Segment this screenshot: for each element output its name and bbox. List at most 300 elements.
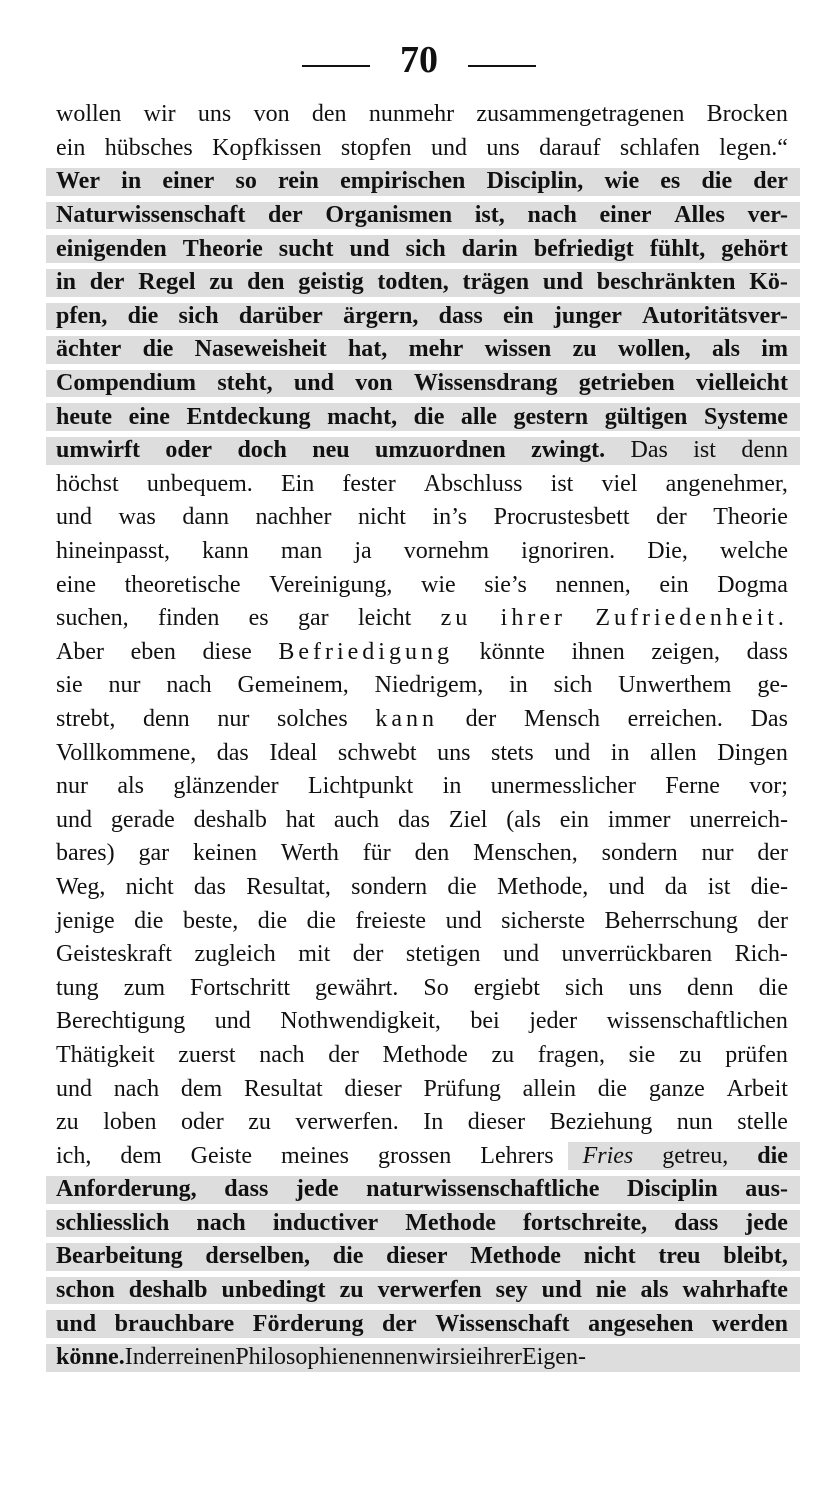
word: Prüfung — [423, 1075, 501, 1102]
word: zu — [678, 1041, 702, 1068]
word: geistig — [298, 269, 364, 296]
word: nunmehr — [368, 101, 455, 128]
word: aus- — [745, 1176, 788, 1203]
word: eben — [130, 638, 176, 665]
word: Eigen- — [521, 1344, 586, 1371]
word: angesehen — [588, 1310, 694, 1337]
word: Brocken — [706, 101, 788, 128]
word: wahrhafte — [682, 1277, 788, 1304]
word: tung — [56, 974, 99, 1001]
word: bleibt, — [723, 1243, 788, 1270]
word: jeder — [529, 1008, 578, 1035]
word: Wissenschaft — [435, 1310, 570, 1337]
text-line — [56, 971, 788, 1005]
word: das — [216, 739, 249, 766]
word: Weg, — [56, 873, 106, 900]
word: befriedigt — [533, 235, 634, 262]
word: der — [268, 202, 303, 229]
word: in — [610, 739, 630, 766]
word: nach — [166, 672, 212, 699]
word: ein — [559, 806, 590, 833]
word: meines — [280, 1142, 349, 1169]
word: In — [124, 1344, 145, 1371]
word: auch — [333, 806, 380, 833]
word: Theorie — [182, 235, 263, 262]
word: ignoriren. — [521, 538, 616, 565]
word: Geisteskraft — [56, 941, 172, 968]
word: und — [56, 504, 92, 531]
text-line — [56, 803, 788, 837]
word: Abschluss — [423, 470, 523, 497]
word: neu — [312, 437, 350, 464]
word: rein — [278, 168, 319, 195]
word: gestern — [513, 403, 589, 430]
word: Beherrschung — [604, 907, 738, 934]
word: einigenden — [56, 235, 167, 262]
word: hat, — [347, 336, 388, 363]
word: Ideal — [269, 739, 318, 766]
word: gewährt. — [315, 974, 399, 1001]
word: beschränkten — [596, 269, 736, 296]
word: nur — [108, 672, 141, 699]
word: welche — [720, 538, 788, 565]
body-text — [56, 98, 788, 1375]
word: stopfen — [340, 134, 412, 161]
word: fragen, — [537, 1041, 606, 1068]
word: sucht — [278, 235, 334, 262]
word: treu — [658, 1243, 701, 1270]
word: bares) — [56, 840, 115, 867]
text-line — [56, 434, 788, 468]
word: verwerfen — [377, 1277, 482, 1304]
word: umwirft — [56, 437, 140, 464]
word: beste, — [182, 907, 239, 934]
word: den — [247, 269, 285, 296]
word: Alles — [674, 202, 725, 229]
text-line — [56, 367, 788, 401]
word: die — [142, 336, 174, 363]
word: Dogma — [717, 571, 788, 598]
word: ein — [502, 302, 534, 329]
word: der — [465, 705, 497, 732]
word: dass — [674, 1209, 719, 1236]
word: unerreich- — [689, 806, 788, 833]
word: man — [280, 538, 323, 565]
text-line — [56, 669, 788, 703]
word: Das — [630, 437, 668, 464]
word: schliesslich — [56, 1209, 170, 1236]
word: zu — [440, 605, 472, 632]
word: naturwissenschaftliche — [366, 1176, 600, 1203]
word: Niedrigem, — [374, 672, 484, 699]
word: derselben, — [205, 1243, 311, 1270]
word: unbequem. — [146, 470, 253, 497]
word: die — [701, 168, 733, 195]
text-line — [56, 1341, 788, 1375]
word: Ein — [280, 470, 315, 497]
word: finden — [158, 605, 220, 632]
word: fester — [342, 470, 396, 497]
word: Compendium — [56, 370, 197, 397]
word: schwebt — [337, 739, 417, 766]
word: denn — [143, 705, 190, 732]
word: diese — [202, 638, 252, 665]
word: heute — [56, 403, 112, 430]
word: ja — [354, 538, 372, 565]
word: Thätigkeit — [56, 1041, 155, 1068]
word: Organismen — [325, 202, 453, 229]
text-line — [56, 871, 788, 905]
word: Resultat — [243, 1075, 323, 1102]
word: Kopfkissen — [212, 134, 322, 161]
word: in — [56, 269, 77, 296]
word: Fortschritt — [190, 974, 291, 1001]
word: zu — [209, 269, 234, 296]
word: sondern — [601, 840, 678, 867]
word: todten, — [377, 269, 449, 296]
word: steht, — [217, 370, 273, 397]
word: sie — [449, 1344, 477, 1371]
word: wollen — [56, 101, 122, 128]
word: Entdeckung — [186, 403, 311, 430]
text-line — [56, 904, 788, 938]
word: wissenschaftlichen — [606, 1008, 788, 1035]
word: die — [332, 1243, 364, 1270]
word: allein — [522, 1075, 576, 1102]
word: wie — [604, 168, 640, 195]
word: zu — [572, 336, 597, 363]
word: empirischen — [340, 168, 466, 195]
word: prüfen — [725, 1041, 788, 1068]
word: Vereinigung, — [269, 571, 393, 598]
word: zeigen, — [651, 638, 720, 665]
word: nur — [701, 840, 734, 867]
word: wir — [143, 101, 176, 128]
word: strebt, — [56, 705, 116, 732]
word: und — [541, 1277, 582, 1304]
word: Geiste — [190, 1142, 252, 1169]
word: einer — [162, 168, 215, 195]
word: eine — [128, 403, 170, 430]
word: und — [56, 1075, 92, 1102]
word: nicht — [125, 873, 174, 900]
word: zu — [248, 1109, 271, 1136]
word: nach — [259, 1041, 305, 1068]
word: Disciplin, — [486, 168, 584, 195]
word: von — [253, 101, 290, 128]
text-line — [56, 300, 788, 334]
word: der — [89, 269, 125, 296]
word: uns — [437, 739, 471, 766]
word: stetigen — [405, 941, 481, 968]
word: Philosophie — [235, 1344, 349, 1371]
text-line — [56, 568, 788, 602]
word: Resultat, — [246, 873, 331, 900]
word: mit — [298, 941, 331, 968]
word: dem — [120, 1142, 162, 1169]
word: Unwerthem — [618, 672, 732, 699]
word: Förderung — [252, 1310, 364, 1337]
word: und — [608, 873, 645, 900]
text-line — [56, 535, 788, 569]
text-line — [56, 938, 788, 972]
text-line — [56, 98, 788, 132]
word: wissen — [484, 336, 552, 363]
word: getrieben — [578, 370, 675, 397]
word: Gemeinem, — [237, 672, 349, 699]
word: In — [423, 1109, 444, 1136]
word: zwingt. — [531, 437, 606, 464]
text-line — [56, 132, 788, 166]
word: inductiver — [272, 1209, 379, 1236]
word: sie — [628, 1041, 656, 1068]
word: wie — [420, 571, 456, 598]
word: immer — [607, 806, 671, 833]
word: umzuordnen — [374, 437, 506, 464]
word: einer — [599, 202, 652, 229]
text-line — [56, 199, 788, 233]
word: Befriedigung — [278, 638, 453, 665]
text-line — [56, 165, 788, 199]
text-line — [56, 703, 788, 737]
word: nachher — [255, 504, 332, 531]
word: die — [134, 907, 164, 934]
text-line — [56, 770, 788, 804]
word: allen — [650, 739, 697, 766]
word: in — [442, 773, 462, 800]
word: und — [56, 806, 92, 833]
word: gültigen — [604, 403, 688, 430]
word: zu — [339, 1277, 364, 1304]
word: werden — [712, 1310, 788, 1337]
word: trägen — [462, 269, 530, 296]
word: und — [554, 739, 591, 766]
word: nach — [196, 1209, 246, 1236]
word: solches — [277, 705, 348, 732]
word: und — [349, 235, 390, 262]
text-line — [56, 1307, 788, 1341]
word: sicherste — [501, 907, 586, 934]
header-rule-left — [302, 65, 370, 67]
word: dass — [438, 302, 483, 329]
word: eine — [56, 571, 96, 598]
word: zu — [491, 1041, 515, 1068]
word: nur — [217, 705, 250, 732]
word: Lichtpunkt — [307, 773, 414, 800]
word: verwerfen. — [295, 1109, 399, 1136]
word: sie’s — [484, 571, 527, 598]
word: der — [753, 168, 788, 195]
word: zu — [56, 1109, 79, 1136]
word: Naseweisheit — [194, 336, 327, 363]
word: Rich- — [734, 941, 788, 968]
word: Autoritätsver- — [642, 302, 788, 329]
word: pfen, — [56, 302, 108, 329]
word: die — [758, 974, 788, 1001]
text-line — [56, 636, 788, 670]
word: Werth — [280, 840, 339, 867]
word: sich — [553, 672, 593, 699]
word: nach — [113, 1075, 160, 1102]
text-line — [56, 1240, 788, 1274]
word: den — [414, 840, 450, 867]
word: nie — [595, 1277, 627, 1304]
word: als — [117, 773, 145, 800]
word: Lehrers — [480, 1142, 554, 1169]
word: Aber — [56, 638, 104, 665]
word: höchst — [56, 470, 119, 497]
word: Die, — [647, 538, 688, 565]
word: in — [121, 168, 142, 195]
text-line — [56, 1274, 788, 1308]
text-line — [56, 1005, 788, 1039]
text-line — [56, 1173, 788, 1207]
word: grossen — [377, 1142, 452, 1169]
text-line — [56, 736, 788, 770]
word: gar — [138, 840, 170, 867]
word: Nothwendigkeit, — [280, 1008, 441, 1035]
word: dieser — [344, 1075, 402, 1102]
text-line — [56, 232, 788, 266]
word: und — [293, 370, 334, 397]
word: nicht — [357, 504, 406, 531]
word: hineinpasst, — [56, 538, 170, 565]
word: stets — [491, 739, 534, 766]
word: kann — [202, 538, 249, 565]
word: ge- — [757, 672, 788, 699]
word: ist — [693, 437, 716, 464]
word: unverrückbaren — [561, 941, 713, 968]
word: das — [193, 873, 226, 900]
word: Ferne — [665, 773, 720, 800]
word: ärgern, — [343, 302, 419, 329]
word: gar — [298, 605, 329, 632]
word: was — [118, 504, 156, 531]
word: jede — [295, 1176, 339, 1203]
word: ihrer — [500, 605, 566, 632]
word: als — [711, 336, 740, 363]
word: dass — [746, 638, 788, 665]
text-line — [56, 501, 788, 535]
word: ist, — [474, 202, 505, 229]
word: ein — [56, 134, 86, 161]
word: und — [542, 269, 583, 296]
word: und — [214, 1008, 251, 1035]
word: der — [144, 1344, 176, 1371]
word: von — [355, 370, 393, 397]
word: nennen, — [555, 571, 631, 598]
text-line — [56, 266, 788, 300]
word: oder — [181, 1109, 224, 1136]
word: deshalb — [193, 806, 267, 833]
word: unermesslicher — [490, 773, 636, 800]
word: suchen, — [56, 605, 129, 632]
word: ver- — [747, 202, 788, 229]
word: sie — [56, 672, 83, 699]
word: dem — [180, 1075, 223, 1102]
word: in — [509, 672, 528, 699]
word: den — [311, 101, 347, 128]
word: da — [664, 873, 688, 900]
word: sey — [495, 1277, 528, 1304]
word: (als — [506, 806, 541, 833]
word: ihnen — [571, 638, 625, 665]
word: zugleich — [194, 941, 276, 968]
word: sich — [178, 302, 219, 329]
text-line — [56, 1072, 788, 1106]
word: die — [597, 1075, 628, 1102]
word: zuerst — [178, 1041, 236, 1068]
word: stelle — [737, 1109, 788, 1136]
word: ächter — [56, 336, 122, 363]
word: und — [503, 941, 540, 968]
word: dieser — [467, 1109, 526, 1136]
word: jede — [745, 1209, 788, 1236]
text-line — [56, 400, 788, 434]
word: macht, — [327, 403, 398, 430]
word: uns — [197, 101, 232, 128]
text-line — [56, 1139, 788, 1173]
word: sich — [564, 974, 604, 1001]
word: nennen — [348, 1344, 418, 1371]
page-header — [0, 38, 830, 82]
word: wollen, — [617, 336, 691, 363]
word: die — [757, 1142, 788, 1169]
word: ihrer — [476, 1344, 522, 1371]
word: sondern — [351, 873, 428, 900]
word: Wer — [56, 168, 100, 195]
word: in’s — [432, 504, 468, 531]
word: So — [423, 974, 449, 1001]
word: die — [306, 907, 336, 934]
word: Regel — [138, 269, 196, 296]
word: deshalb — [128, 1277, 208, 1304]
word: schon — [56, 1277, 115, 1304]
word: erreichen. — [627, 705, 723, 732]
word: Bearbeitung — [56, 1243, 183, 1270]
word: dass — [224, 1176, 269, 1203]
word: das — [397, 806, 430, 833]
header-rule-right — [468, 65, 536, 67]
word: freieste — [355, 907, 427, 934]
word: bei — [470, 1008, 500, 1035]
word: Fries — [582, 1142, 634, 1169]
word: die — [413, 403, 445, 430]
word: gehört — [721, 235, 788, 262]
word: dieser — [386, 1243, 448, 1270]
word: und — [430, 134, 467, 161]
word: Beziehung — [549, 1109, 653, 1136]
word: Systeme — [703, 403, 788, 430]
word: der — [757, 907, 788, 934]
word: zum — [123, 974, 166, 1001]
word: Zufriedenheit. — [595, 605, 788, 632]
word: denn — [741, 437, 788, 464]
text-line — [56, 1207, 788, 1241]
word: zusammengetragenen — [476, 101, 685, 128]
word: Naturwissenschaft — [56, 202, 246, 229]
word: Ziel — [448, 806, 488, 833]
word: die — [447, 873, 477, 900]
word: Theorie — [713, 504, 788, 531]
word: vielleicht — [696, 370, 788, 397]
word: vor; — [749, 773, 788, 800]
word: hat — [285, 806, 316, 833]
word: ist — [707, 873, 731, 900]
word: der — [656, 504, 687, 531]
word: dann — [182, 504, 229, 531]
word: brauchbare — [114, 1310, 235, 1337]
